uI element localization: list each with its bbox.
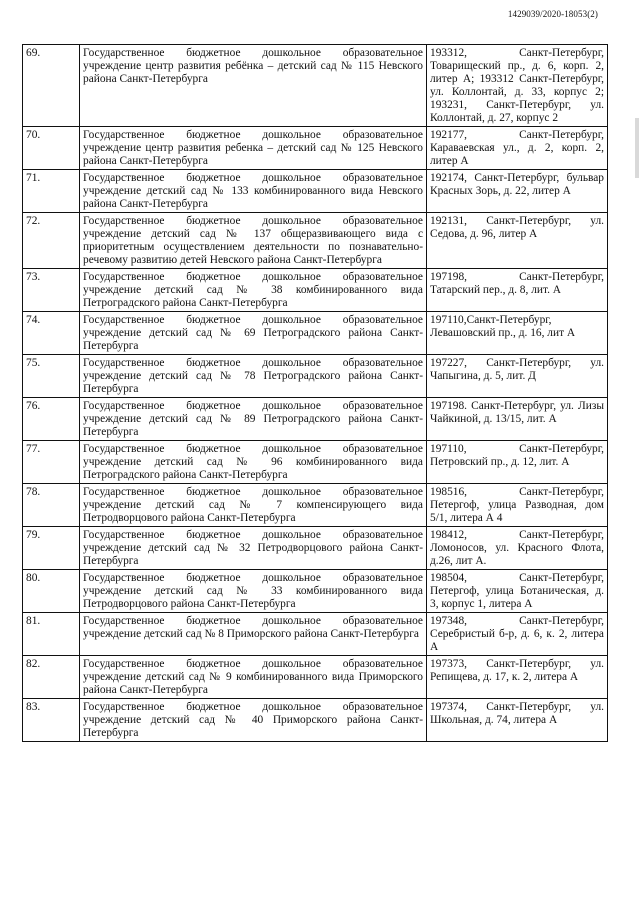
institution-address: 197198, Санкт-Петербург, Татарский пер., д. 8, лит. А (427, 269, 608, 312)
scan-edge-mark (635, 118, 639, 178)
table-row (23, 127, 608, 170)
institution-name: Государственное бюджетное дошкольное образовательное учреждение детский сад № 7 компенсирующего вида Петродворцового района Санкт-Петербурга (80, 484, 427, 527)
institution-name: Государственное бюджетное дошкольное образовательное учреждение детский сад № 38 комбинированного вида Петроградского района Санкт-Петербурга (80, 269, 427, 312)
row-number: 73. (23, 269, 80, 312)
row-number: 78. (23, 484, 80, 527)
row-number: 77. (23, 441, 80, 484)
table-row (23, 613, 608, 656)
institution-address: 197198. Санкт-Петербург, ул. Лизы Чайкиной, д. 13/15, лит. А (427, 398, 608, 441)
institution-address: 192131, Санкт-Петербург, ул. Седова, д. 96, литер А (427, 213, 608, 269)
table-row (23, 441, 608, 484)
institution-address: 198504, Санкт-Петербург, Петергоф, улица Ботаническая, д. 3, корпус 1, литера А (427, 570, 608, 613)
table-row (23, 355, 608, 398)
table-row (23, 45, 608, 127)
row-number: 74. (23, 312, 80, 355)
institutions-table (22, 44, 608, 742)
institution-address: 197374, Санкт-Петербург, ул. Школьная, д. 74, литера А (427, 699, 608, 742)
institution-address: 198412, Санкт-Петербург, Ломоносов, ул. Красного Флота, д.26, лит А. (427, 527, 608, 570)
institution-name: Государственное бюджетное дошкольное образовательное учреждение детский сад № 96 комбинированного вида Петроградского района Санкт-Петербурга (80, 441, 427, 484)
row-number: 82. (23, 656, 80, 699)
institution-address: 197110,Санкт-Петербург, Левашовский пр., д. 16, лит А (427, 312, 608, 355)
table-row (23, 398, 608, 441)
institution-address: 193312, Санкт-Петербург, Товарищеский пр., д. 6, корп. 2, литер А; 193312 Санкт-Петербург, ул. Коллонтай, д. 33, корпус 2; 193231, Санкт-Петербург, ул. Коллонтай, д. 27, корпус 2 (427, 45, 608, 127)
table-row (23, 484, 608, 527)
institution-address: 197110, Санкт-Петербург, Петровский пр., д. 12, лит. А (427, 441, 608, 484)
institution-name: Государственное бюджетное дошкольное образовательное учреждение детский сад № 40 Приморского района Санкт-Петербурга (80, 699, 427, 742)
table-row (23, 312, 608, 355)
table-row (23, 527, 608, 570)
row-number: 80. (23, 570, 80, 613)
institution-name: Государственное бюджетное дошкольное образовательное учреждение детский сад № 9 комбинированного вида Приморского района Санкт-Петербурга (80, 656, 427, 699)
document-id: 1429039/2020-18053(2) (507, 9, 598, 19)
institution-address: 197348, Санкт-Петербург, Серебристый б-р, д. 6, к. 2, литера А (427, 613, 608, 656)
institution-name: Государственное бюджетное дошкольное образовательное учреждение детский сад № 89 Петроградского района Санкт-Петербурга (80, 398, 427, 441)
table-row (23, 213, 608, 269)
institution-address: 197227, Санкт-Петербург, ул. Чапыгина, д. 5, лит. Д (427, 355, 608, 398)
institution-address: 192177, Санкт-Петербург, Караваевская ул., д. 2, корп. 2, литер А (427, 127, 608, 170)
row-number: 69. (23, 45, 80, 127)
row-number: 70. (23, 127, 80, 170)
table-row (23, 570, 608, 613)
row-number: 83. (23, 699, 80, 742)
institution-name: Государственное бюджетное дошкольное образовательное учреждение детский сад № 8 Приморского района Санкт-Петербурга (80, 613, 427, 656)
institution-address: 197373, Санкт-Петербург, ул. Репищева, д. 17, к. 2, литера А (427, 656, 608, 699)
row-number: 81. (23, 613, 80, 656)
table-row (23, 699, 608, 742)
row-number: 72. (23, 213, 80, 269)
institution-name: Государственное бюджетное дошкольное образовательное учреждение детский сад № 137 общеразвивающего вида с приоритетным осуществлением деятельности по познавательно-речевому развитию детей Невского района Санкт-Петербурга (80, 213, 427, 269)
institution-address: 192174, Санкт-Петербург, бульвар Красных Зорь, д. 22, литер А (427, 170, 608, 213)
table-row (23, 170, 608, 213)
institution-name: Государственное бюджетное дошкольное образовательное учреждение центр развития ребёнка – детский сад № 115 Невского района Санкт-Петербурга (80, 45, 427, 127)
institution-name: Государственное бюджетное дошкольное образовательное учреждение детский сад № 133 комбинированного вида Невского района Санкт-Петербурга (80, 170, 427, 213)
table-row (23, 656, 608, 699)
institution-address: 198516, Санкт-Петербург, Петергоф, улица Разводная, дом 5/1, литера А 4 (427, 484, 608, 527)
row-number: 75. (23, 355, 80, 398)
institution-name: Государственное бюджетное дошкольное образовательное учреждение детский сад № 33 комбинированного вида Петродворцового района Санкт-Петербурга (80, 570, 427, 613)
institution-name: Государственное бюджетное дошкольное образовательное учреждение центр развития ребенка – детский сад № 125 Невского района Санкт-Петербурга (80, 127, 427, 170)
row-number: 79. (23, 527, 80, 570)
institution-name: Государственное бюджетное дошкольное образовательное учреждение детский сад № 32 Петродворцового района Санкт-Петербурга (80, 527, 427, 570)
row-number: 76. (23, 398, 80, 441)
institution-name: Государственное бюджетное дошкольное образовательное учреждение детский сад № 78 Петроградского района Санкт-Петербурга (80, 355, 427, 398)
institution-name: Государственное бюджетное дошкольное образовательное учреждение детский сад № 69 Петроградского района Санкт-Петербурга (80, 312, 427, 355)
row-number: 71. (23, 170, 80, 213)
table-row (23, 269, 608, 312)
